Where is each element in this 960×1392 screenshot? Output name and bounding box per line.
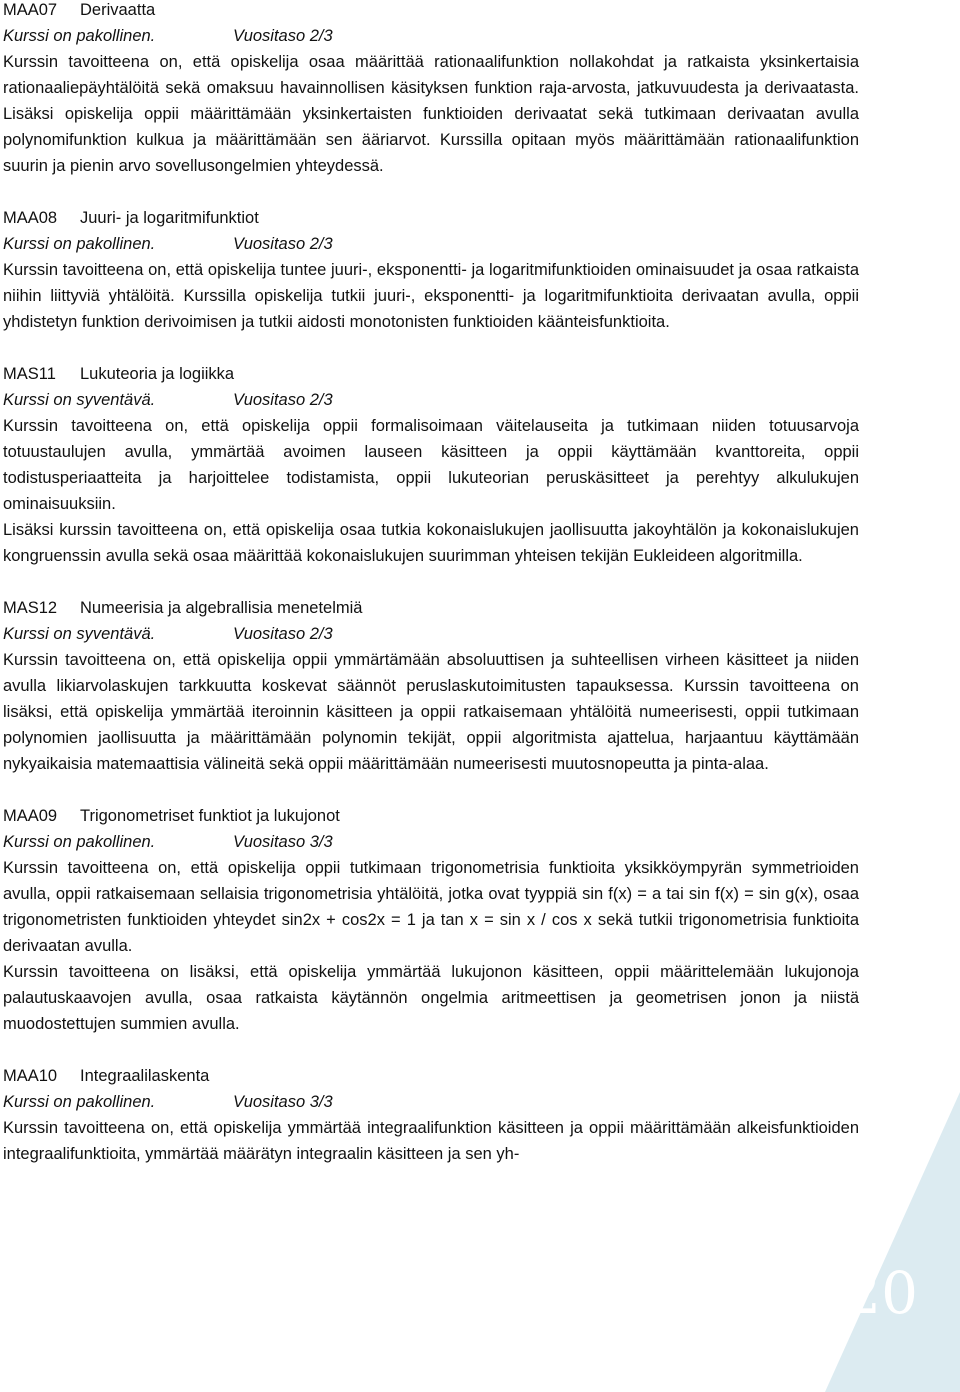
course-meta	[3, 621, 859, 647]
course-maa08	[3, 205, 859, 335]
course-type: Kurssi on syventävä.	[3, 625, 156, 643]
course-description: Kurssin tavoitteena on, että opiskelija tuntee juuri-, eksponentti- ja logaritmifunktioiden ominaisuudet ja osaa ratkaista niihin liittyviä yhtälöitä. Kurssilla opiskelija tutkii juuri-, eksponentti- ja logaritmifunktioita derivaatan avulla, oppii yhdistetyn funktion derivoimisen ja tutkii aidosti monotonisten funktioiden käänteisfunktioita.	[3, 261, 859, 331]
course-title	[3, 803, 859, 829]
course-name: Integraalilaskenta	[80, 1067, 210, 1085]
course-type: Kurssi on syventävä.	[3, 391, 156, 409]
course-name: Juuri- ja logaritmifunktiot	[80, 209, 259, 227]
course-title	[3, 361, 859, 387]
page-number: 20	[844, 1259, 918, 1327]
course-code: MAA08	[3, 209, 58, 227]
course-description: Kurssin tavoitteena on, että opiskelija osaa määrittää rationaalifunktion nollakohdat ja ratkaista yksinkertaisia rationaaliepäyhtälöitä sekä omaksuu havainnollisen käsityksen funktion raja-arvosta, jatkuvuudesta ja derivaatasta. Lisäksi opiskelija oppii määrittämään yksinkertaisten funktioiden derivaatat sekä tutkimaan derivaatan avulla polynomifunktion kulkua ja määrittämään sen ääriarvot. Kurssilla opitaan myös määrittämään rationaalifunktion suurin ja pienin arvo sovellusongelmien yhteydessä.	[3, 53, 859, 175]
course-title	[3, 205, 859, 231]
course-type: Kurssi on pakollinen.	[3, 1093, 156, 1111]
course-code: MAS12	[3, 599, 58, 617]
course-description-extra: Lisäksi kurssin tavoitteena on, että opiskelija osaa tutkia kokonaislukujen jaollisuutta jakoyhtälön ja kokonaislukujen kongruenssin avulla sekä osaa määrittää kokonaislukujen suurimman yhteisen tekijän Eukleideen algoritmilla.	[3, 521, 859, 565]
course-level: Vuositaso 3/3	[233, 833, 333, 851]
course-name: Lukuteoria ja logiikka	[80, 365, 235, 383]
course-maa07	[3, 0, 859, 179]
course-maa10	[3, 1063, 859, 1167]
course-title	[3, 0, 859, 23]
course-description: Kurssin tavoitteena on, että opiskelija ymmärtää integraalifunktion käsitteen ja oppii määrittämään alkeisfunktioiden integraalifunktioita, ymmärtää määrätyn integraalin käsitteen ja sen yh-	[3, 1119, 859, 1163]
course-type: Kurssi on pakollinen.	[3, 235, 156, 253]
course-title	[3, 595, 859, 621]
course-meta	[3, 231, 859, 257]
course-description: Kurssin tavoitteena on, että opiskelija oppii ymmärtämään absoluuttisen ja suhteellisen virheen käsitteet ja niiden avulla likiarvolaskujen tarkkuutta koskevat säännöt peruslaskutoimitusten tapauksessa. Kurssin tavoitteena on lisäksi, että opiskelija ymmärtää iteroinnin käsitteen ja oppii ratkaisemaan yhtälöitä numeerisesti, oppii tutkimaan polynomien jaollisuutta ja määrittämään polynomin tekijät, oppii algoritmista ajattelua, harjaantuu käyttämään nykyaikaisia matemaattisia välineitä sekä oppii määrittämään numeerisesti muutosnopeutta ja pinta-alaa.	[3, 651, 859, 773]
course-name: Trigonometriset funktiot ja lukujonot	[80, 807, 340, 825]
course-description-extra: Kurssin tavoitteena on lisäksi, että opiskelija ymmärtää lukujonon käsitteen, oppii määrittelemään lukujonoja palautuskaavojen avulla, osaa ratkaista käytännön ongelmia aritmeettisen ja geometrisen jonon ja niistä muodostettujen summien avulla.	[3, 963, 859, 1033]
course-level: Vuositaso 3/3	[233, 1093, 333, 1111]
course-name: Derivaatta	[80, 1, 156, 19]
course-code: MAA10	[3, 1067, 58, 1085]
course-type: Kurssi on pakollinen.	[3, 27, 156, 45]
course-maa09	[3, 803, 859, 1037]
course-description: Kurssin tavoitteena on, että opiskelija oppii tutkimaan trigonometrisia funktioita yksikköympyrän symmetrioiden avulla, oppii ratkaisemaan sellaisia trigonometrisia yhtälöitä, jotka ovat tyyppiä sin f(x) = a tai sin f(x) = sin g(x), osaa trigonometristen funktioiden yhteydet sin2x + cos2x = 1 ja tan x = sin x / cos x sekä tutkii trigonometrisia funktioita derivaatan avulla.	[3, 859, 859, 955]
course-meta	[3, 829, 859, 855]
course-type: Kurssi on pakollinen.	[3, 833, 156, 851]
document-page	[3, 0, 859, 1193]
course-description: Kurssin tavoitteena on, että opiskelija oppii formalisoimaan väitelauseita ja tutkimaan niiden totuusarvoja totuustaulujen avulla, ymmärtää avoimen lauseen käsitteen ja oppii käyttämään kvanttoreita, oppii todistusperiaatteita ja harjoittelee todistamista, oppii lukuteorian peruskäsitteet ja perehtyy alkulukujen ominaisuuksiin.	[3, 417, 859, 513]
course-title	[3, 1063, 859, 1089]
course-mas11	[3, 361, 859, 569]
course-level: Vuositaso 2/3	[233, 391, 333, 409]
course-meta	[3, 23, 859, 49]
course-level: Vuositaso 2/3	[233, 27, 333, 45]
course-meta	[3, 1089, 859, 1115]
course-mas12	[3, 595, 859, 777]
course-name: Numeerisia ja algebrallisia menetelmiä	[80, 599, 363, 617]
course-level: Vuositaso 2/3	[233, 235, 333, 253]
course-level: Vuositaso 2/3	[233, 625, 333, 643]
course-code: MAA09	[3, 807, 58, 825]
course-code: MAA07	[3, 1, 58, 19]
course-code: MAS11	[3, 365, 56, 383]
course-meta	[3, 387, 859, 413]
